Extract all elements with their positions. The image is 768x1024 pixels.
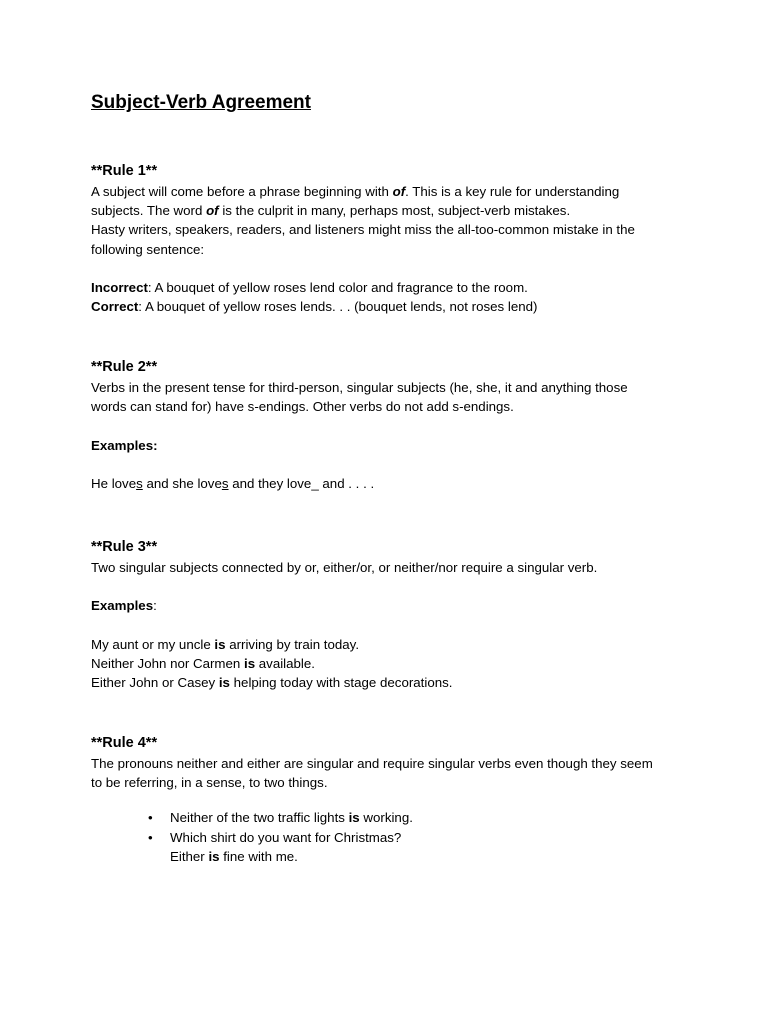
- rule-2-line-1: Verbs in the present tense for third-person, singular subjects (he, she, it and anything those: [91, 380, 628, 395]
- bullet-icon: •: [148, 829, 153, 845]
- rule-1-section: [91, 160, 691, 316]
- list-item: • Which shirt do you want for Christmas? Either is fine with me.: [148, 829, 402, 864]
- list-item: • Neither of the two traffic lights is working.: [91, 808, 691, 827]
- rule-1-heading: **Rule 1**: [91, 163, 158, 179]
- rule-2-section: [91, 356, 691, 493]
- rule-3-example-1: My aunt or my uncle is arriving by train today.: [91, 636, 360, 652]
- rule-4-bullet-list: [91, 808, 691, 866]
- page-title: Subject-Verb Agreement: [91, 92, 311, 113]
- correct-example: Correct: A bouquet of yellow roses lends. . . (bouquet lends, not roses lend): [91, 299, 538, 315]
- rule-3-example-3: Either John or Casey is helping today with stage decorations.: [91, 675, 453, 691]
- rule-3-line-1: Two singular subjects connected by or, either/or, or neither/nor require a singular verb.: [91, 560, 598, 575]
- rule-3-example-2: Neither John nor Carmen is available.: [91, 655, 315, 671]
- rule-4-heading: **Rule 4**: [91, 735, 158, 751]
- bullet-icon: •: [148, 810, 153, 826]
- rule-2-example: He loves and she loves and they love_ and . . . .: [91, 475, 375, 491]
- rule-1-line-2: subjects. The word of is the culprit in many, perhaps most, subject-verb mistakes.: [91, 203, 571, 219]
- rule-3-examples-label: Examples:: [91, 598, 157, 614]
- rule-4-line-1: The pronouns neither and either are singular and require singular verbs even though they seem: [91, 756, 653, 771]
- rule-2-heading: **Rule 2**: [91, 359, 158, 375]
- rule-2-examples-label: Examples:: [91, 437, 158, 453]
- rule-1-line-3: Hasty writers, speakers, readers, and listeners might miss the all-too-common mistake in the: [91, 222, 635, 238]
- rule-4-line-2: to be referring, in a sense, to two things.: [91, 775, 328, 791]
- rule-1-line-4: following sentence:: [91, 241, 205, 257]
- rule-2-line-2: words can stand for) have s-endings. Other verbs do not add s-endings.: [91, 399, 514, 415]
- rule-3-section: [91, 536, 691, 692]
- rule-3-heading: **Rule 3**: [91, 539, 158, 555]
- rule-1-line-1: A subject will come before a phrase beginning with of. This is a key rule for understanding: [91, 184, 620, 199]
- incorrect-example: Incorrect: A bouquet of yellow roses lend color and fragrance to the room.: [91, 279, 528, 295]
- rule-4-section: [91, 732, 691, 866]
